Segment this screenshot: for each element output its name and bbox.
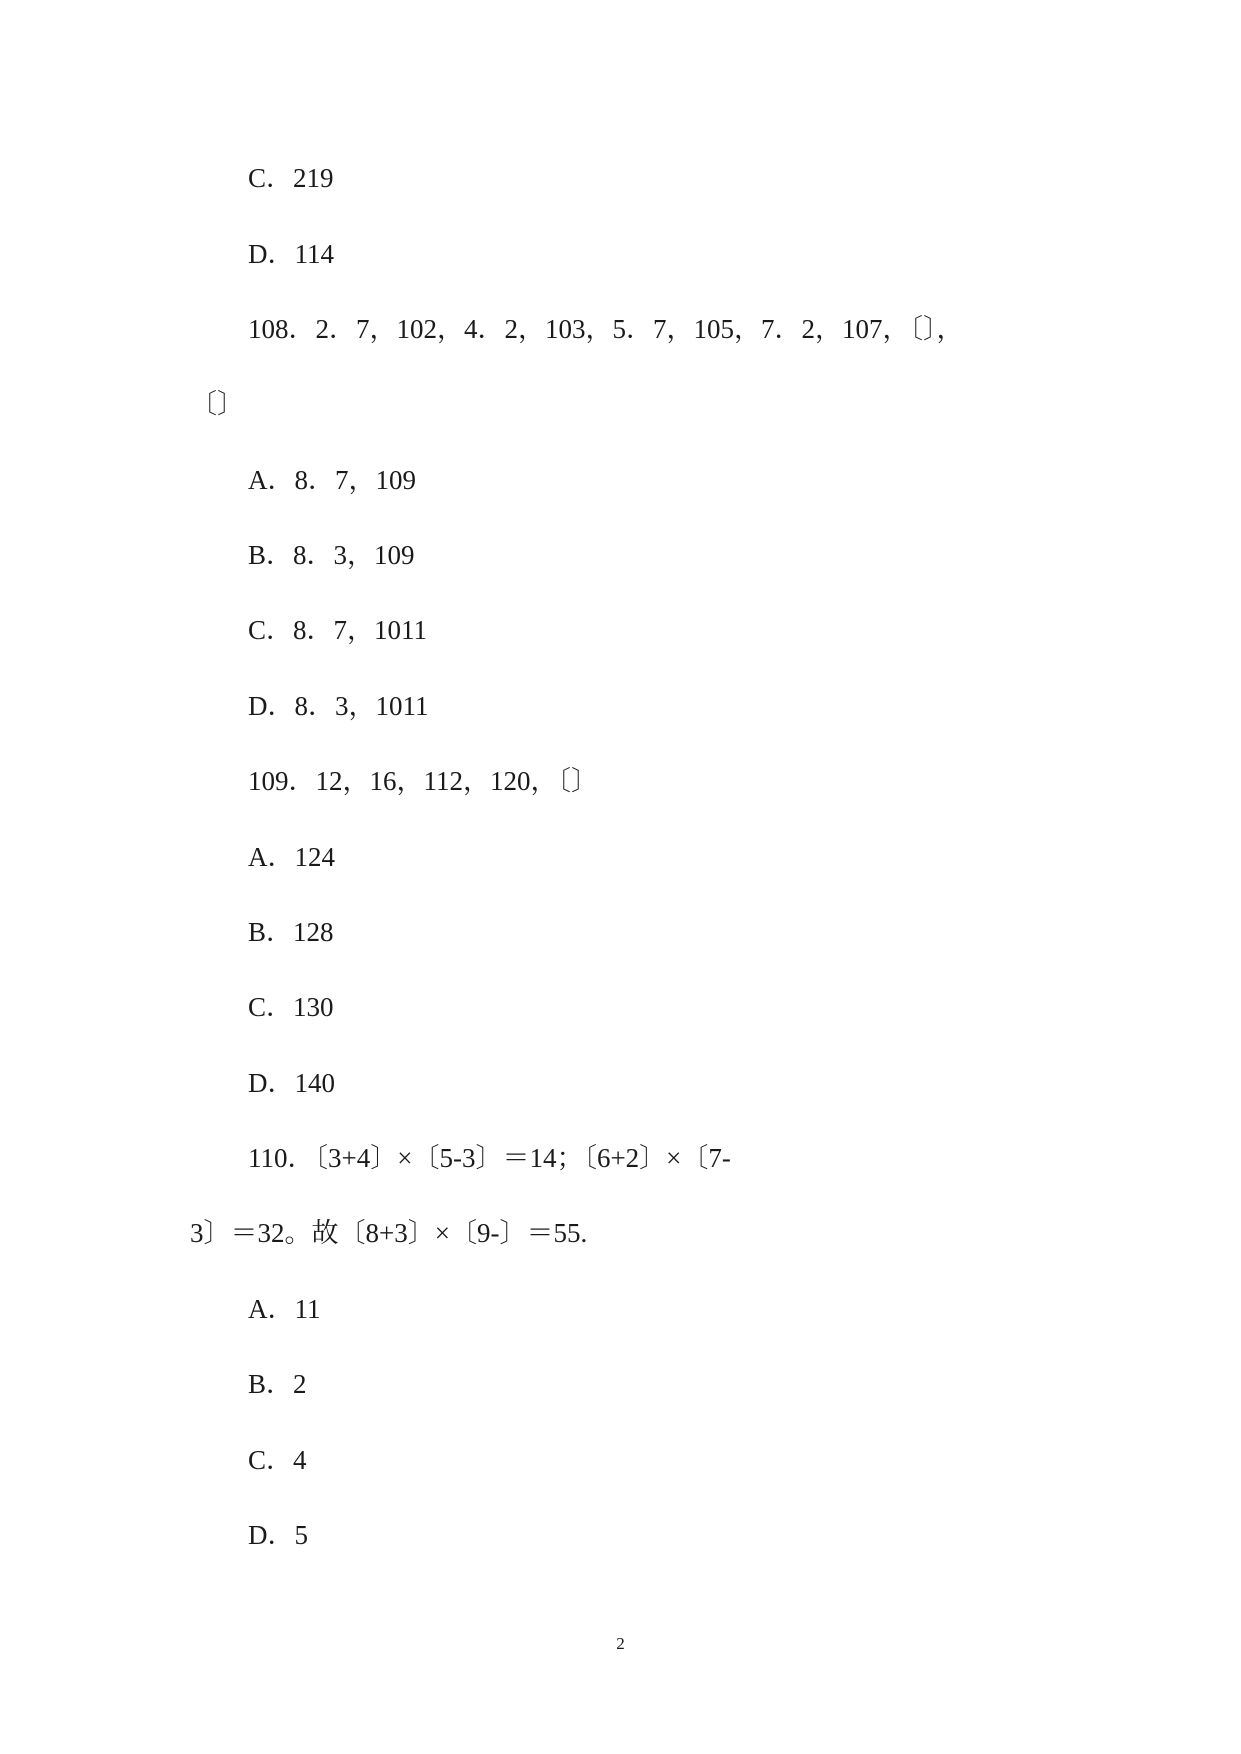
- question-110-continuation: 3〕＝32。故〔8+3〕×〔9-〕＝55.: [190, 1218, 588, 1248]
- option-d-108: D．8．3，1011: [248, 691, 429, 721]
- option-b-110: B．2: [248, 1369, 307, 1399]
- option-c-107: C．219: [248, 163, 334, 193]
- option-d-110: D．5: [248, 1520, 308, 1550]
- option-d-109: D．140: [248, 1068, 335, 1098]
- question-110-text: 110．〔3+4〕×〔5-3〕＝14；〔6+2〕×〔7-: [248, 1143, 731, 1173]
- option-a-110: A．11: [248, 1294, 321, 1324]
- option-d-107: D．114: [248, 239, 334, 269]
- option-b-109: B．128: [248, 917, 334, 947]
- option-b-108: B．8．3，109: [248, 540, 415, 570]
- option-c-108: C．8．7，1011: [248, 615, 428, 645]
- option-a-109: A．124: [248, 842, 335, 872]
- question-108-text: 108．2．7，102，4．2，103，5．7，105，7．2，107，〔〕，: [248, 314, 964, 344]
- question-108-continuation: 〔〕: [190, 389, 244, 419]
- option-c-109: C．130: [248, 992, 334, 1022]
- option-a-108: A．8．7，109: [248, 465, 416, 495]
- option-c-110: C．4: [248, 1445, 307, 1475]
- page-number: 2: [616, 1634, 625, 1653]
- question-109-text: 109．12，16，112，120，〔〕: [248, 766, 598, 796]
